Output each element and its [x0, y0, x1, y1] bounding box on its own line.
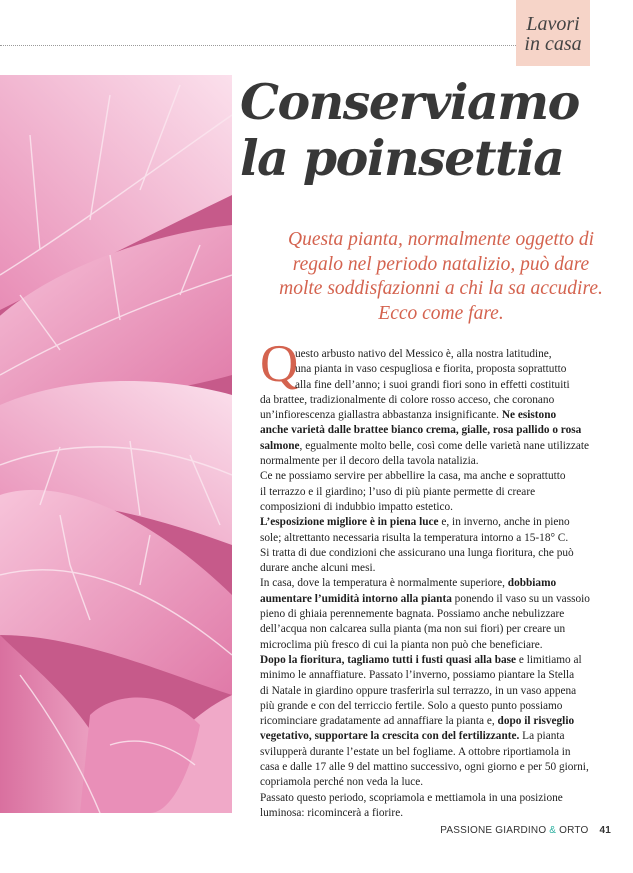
body-text: e, in inverno, anche in pieno	[438, 516, 570, 529]
body-text: un’infiorescenza giallastra abbastanza insignificante.	[260, 409, 502, 422]
section-tag-line2: in casa	[524, 33, 582, 55]
body-text: uesto arbusto nativo del Messico è, alla nostra latitudine,	[295, 348, 552, 360]
deck-line: regalo nel periodo natalizio, può dare	[292, 253, 590, 275]
body-line	[260, 791, 630, 806]
body-bold-text: anche varietà dalle brattee bianco crema, gialle, rosa pallido o rosa	[260, 424, 582, 437]
body-line	[260, 485, 630, 500]
body-line	[260, 806, 630, 821]
body-text: di Natale in giardino oppure trasferirla sul terrazzo, in un vaso appena	[260, 684, 577, 697]
body-line	[260, 362, 630, 377]
body-text: ricominciare gradatamente ad annaffiare la pianta e,	[260, 715, 498, 728]
body-text: , egualmente molto belle, così come delle varietà nane utilizzate	[299, 439, 590, 452]
title-line-1: Conserviamo	[240, 73, 579, 131]
body-line	[260, 668, 630, 683]
body-bold-text: dobbiamo	[507, 577, 557, 590]
body-bold-text: Ne esistono	[501, 409, 557, 422]
body-line	[260, 760, 630, 775]
body-text: sole; altrettanto necessaria risulta la temperatura intorno a 15-18° C.	[260, 531, 569, 544]
body-text: casa e dalle 17 alle 9 del mattino successivo, ogni giorno e per 50 giorni,	[260, 761, 589, 774]
body-line	[260, 347, 630, 362]
body-line	[260, 378, 630, 393]
body-text: copriamola perché non veda la luce.	[260, 776, 424, 789]
body-text: microclima più fresco di cui la pianta non può che beneficiare.	[260, 638, 543, 651]
footer-ampersand: &	[549, 825, 557, 836]
poinsettia-photo	[0, 75, 232, 813]
body-text: pieno di ghiaia perennemente bagnata. Possiamo anche nebulizzare	[260, 608, 565, 621]
body-text: Si tratta di due condizioni che assicurano una lunga fioritura, che può	[260, 546, 574, 559]
body-line	[260, 408, 630, 423]
header-dotted-rule	[0, 45, 516, 46]
body-text: In casa, dove la temperatura è normalmente superiore,	[260, 577, 508, 590]
body-line	[260, 653, 630, 668]
body-text: dell’acqua non calcarea sulla pianta (ma non sui fiori) per creare un	[260, 623, 566, 636]
footer-magazine-name-2: ORTO	[559, 825, 589, 836]
article-title	[240, 74, 610, 186]
body-text: normalmente per il decoro della tavola natalizia.	[260, 455, 479, 468]
footer-magazine-name: PASSIONE GIARDINO	[440, 825, 547, 836]
body-text: composizioni di indubbio impatto estetico.	[260, 500, 453, 513]
body-line	[260, 714, 630, 729]
body-line	[260, 699, 630, 714]
body-bold-text: vegetativo, supportare la crescita con del fertilizzante.	[260, 730, 520, 743]
deck-line: Ecco come fare.	[378, 302, 504, 324]
body-text: una pianta in vaso cespugliosa e fiorita, proposta soprattutto	[295, 363, 567, 376]
body-bold-text: Dopo la fioritura, tagliamo tutti i fusti quasi alla base	[260, 653, 517, 666]
body-line	[260, 561, 630, 576]
body-text: La pianta	[519, 730, 565, 743]
body-text: da brattee, tradizionalmente di colore rosso acceso, che coronano	[260, 393, 555, 406]
body-text: ponendo il vaso su un vassoio	[451, 592, 590, 605]
body-text: e limitiamo al	[516, 653, 582, 666]
body-text: svilupperà durante l’estate un bel fogliame. A ottobre riportiamola in	[260, 745, 571, 758]
body-line	[260, 576, 630, 591]
body-line	[260, 638, 630, 653]
body-line	[260, 592, 630, 607]
body-text: alla fine dell’anno; i suoi grandi fiori sono in effetti costituiti	[295, 378, 570, 391]
body-bold-text: dopo il risveglio	[497, 715, 575, 728]
body-text: minimo le annaffiature. Passato l’inverno, possiamo piantare la Stella	[260, 669, 575, 682]
drop-cap: Q	[260, 335, 299, 393]
body-line	[260, 546, 630, 561]
body-text: Ce ne possiamo servire per abbellire la casa, ma anche e soprattutto	[260, 470, 566, 483]
body-line	[260, 729, 630, 744]
body-line	[260, 622, 630, 637]
body-bold-text: salmone	[260, 439, 300, 452]
body-text: il terrazzo e il giardino; l’uso di più piante permette di creare	[260, 485, 536, 498]
article-deck	[262, 228, 620, 326]
deck-line: Questa pianta, normalmente oggetto di	[287, 229, 594, 250]
section-tag	[516, 0, 590, 66]
body-line	[260, 515, 630, 530]
body-line	[260, 439, 630, 454]
body-bold-text: L’esposizione migliore è in piena luce	[260, 516, 439, 529]
body-line	[260, 423, 630, 438]
body-line	[260, 745, 630, 760]
body-text: più grande e con del terriccio fertile. Solo a questo punto possiamo	[260, 699, 563, 712]
body-text: Passato questo periodo, scopriamola e mettiamola in una posizione	[260, 791, 563, 804]
body-line	[260, 684, 630, 699]
body-text: luminosa: ricomincerà a fiorire.	[260, 806, 404, 819]
body-line	[260, 393, 630, 408]
body-line	[260, 775, 630, 790]
body-line	[260, 531, 630, 546]
article-body	[260, 347, 630, 821]
body-bold-text: aumentare l’umidità intorno alla pianta	[260, 592, 452, 605]
title-line-2: la poinsettia	[240, 129, 564, 187]
body-line	[260, 469, 630, 484]
body-line	[260, 454, 630, 469]
body-line	[260, 500, 630, 515]
body-text: durare anche alcuni mesi.	[260, 562, 376, 575]
body-line	[260, 607, 630, 622]
deck-line: molte soddisfazionni a chi la sa accudire.	[279, 278, 603, 299]
page-number: 41	[599, 825, 611, 836]
page-footer	[440, 825, 611, 836]
section-tag-line1: Lavori	[526, 13, 580, 35]
